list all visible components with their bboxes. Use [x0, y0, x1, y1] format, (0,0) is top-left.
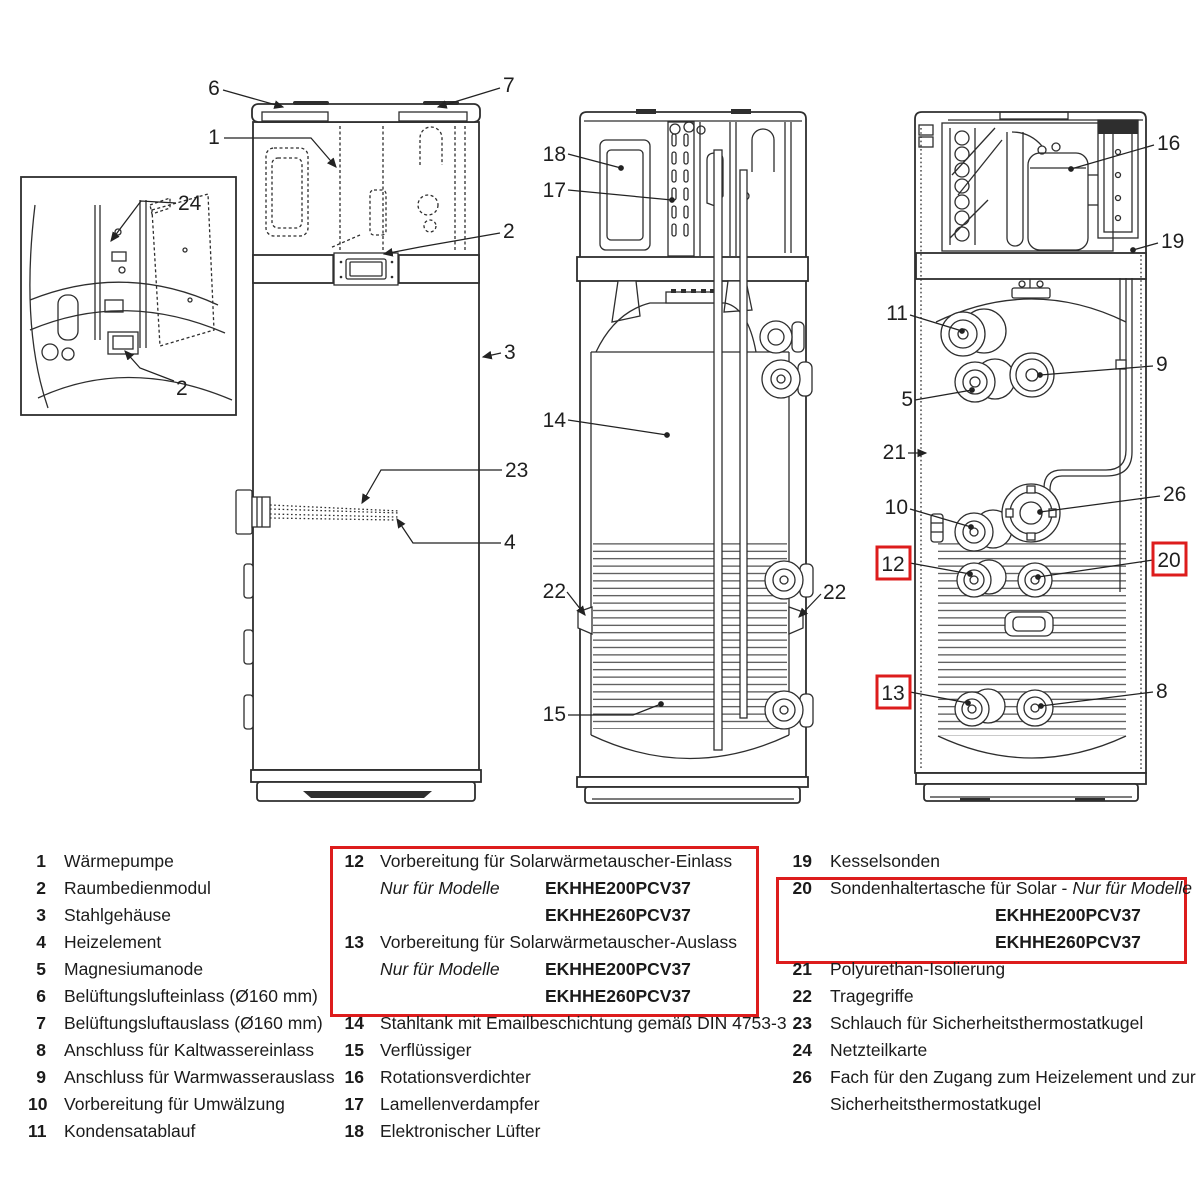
callout-22-right-label: 22	[823, 581, 847, 604]
legend-item-2	[28, 875, 335, 902]
condensate-drain-fitting	[941, 312, 985, 356]
legend-number: 8	[36, 1040, 46, 1060]
callout-21-label: 21	[882, 441, 906, 464]
inset-detail-view	[21, 177, 236, 415]
callout-8-label: 8	[1156, 680, 1168, 703]
callout-15-label: 15	[542, 703, 566, 726]
legend-item-19	[778, 848, 1196, 875]
callout-13-label: 13	[881, 682, 905, 705]
legend-item-14	[333, 1010, 787, 1037]
callout-24-label: 24	[178, 192, 202, 215]
deck	[577, 257, 808, 281]
legend-item-12-models	[333, 875, 787, 902]
legend-text: Belüftungslufteinlass (Ø160 mm)	[64, 986, 318, 1006]
legend-number: 5	[36, 959, 46, 979]
legend-number: 6	[36, 986, 46, 1006]
element-flange	[236, 490, 252, 534]
legend-number: 21	[792, 959, 812, 979]
legend-text: Sicherheitsthermostatkugel	[830, 1094, 1042, 1114]
legend-item-22	[778, 983, 1196, 1010]
legend-item-21	[778, 956, 1196, 983]
legend-text: Elektronischer Lüfter	[380, 1121, 541, 1141]
legend-number: 24	[792, 1040, 812, 1060]
callout-23-label: 23	[505, 459, 529, 482]
legend-number: 4	[36, 932, 46, 952]
base-vent	[303, 791, 432, 798]
legend-column-3	[778, 848, 1196, 1118]
legend-text: Polyurethan-Isolierung	[830, 959, 1006, 979]
legend-number: 22	[792, 986, 812, 1006]
legend-item-1	[28, 848, 335, 875]
room-control-module	[334, 253, 398, 285]
condenser-coil	[593, 543, 787, 729]
legend-number: 16	[344, 1067, 364, 1087]
legend-item-12	[333, 848, 787, 875]
legend-number: 26	[792, 1067, 812, 1087]
callout-16-label: 16	[1157, 132, 1181, 155]
legend-item-6	[28, 983, 335, 1010]
tank-top-plate	[666, 292, 718, 303]
legend-item-5	[28, 956, 335, 983]
cold-water-inlet	[1017, 690, 1053, 726]
legend-item-4	[28, 929, 335, 956]
legend-text: Raumbedienmodul	[64, 878, 211, 898]
legend-text: Tragegriffe	[830, 986, 914, 1006]
legend-item-20	[778, 875, 1196, 902]
legend-number: 12	[344, 851, 364, 871]
legend-item-12-models	[333, 902, 787, 929]
base-ledge	[251, 770, 481, 782]
legend-number: 9	[36, 1067, 46, 1087]
pipe-long	[714, 150, 722, 750]
legend-text: Heizelement	[64, 932, 162, 952]
callout-4-label: 4	[504, 531, 516, 554]
base-tray	[585, 787, 800, 803]
legend-text: Schlauch für Sicherheitsthermostatkugel	[830, 1013, 1144, 1033]
callout-22-left-label: 22	[542, 580, 566, 603]
legend-text: Vorbereitung für Solarwärmetauscher-Auslass	[380, 932, 737, 952]
legend-text: Stahlgehäuse	[64, 905, 172, 925]
note-only-for-models: Nur für Modelle	[1072, 878, 1193, 898]
callout-9-label: 9	[1156, 353, 1168, 376]
legend-item-18	[333, 1118, 787, 1145]
callout-12-label: 12	[881, 553, 905, 576]
tank-cap	[1012, 288, 1050, 298]
model-name: EKHHE260PCV37	[545, 905, 691, 925]
inset-frame	[21, 177, 236, 415]
legend-text: Stahltank mit Emailbeschichtung gemäß DIN 4753-3	[380, 1013, 787, 1033]
legend-text: Sondenhaltertasche für Solar -	[830, 878, 1068, 898]
legend-text: Anschluss für Kaltwassereinlass	[64, 1040, 314, 1060]
legend-number: 3	[36, 905, 46, 925]
legend-number: 1	[36, 851, 46, 871]
base-tray	[924, 784, 1138, 801]
legend-text: Lamellenverdampfer	[380, 1094, 540, 1114]
note-only-for-models: Nur für Modelle	[380, 878, 500, 898]
model-name: EKHHE200PCV37	[545, 878, 691, 898]
legend-item-24	[778, 1037, 1196, 1064]
legend-item-17	[333, 1091, 787, 1118]
cabinet-body	[253, 122, 479, 770]
callout-7-label: 7	[503, 74, 515, 97]
model-name: EKHHE200PCV37	[545, 959, 691, 979]
legend-number: 18	[344, 1121, 364, 1141]
legend-text: Netzteilkarte	[830, 1040, 928, 1060]
legend-text: Anschluss für Warmwasserauslass	[64, 1067, 335, 1087]
model-name: EKHHE260PCV37	[545, 986, 691, 1006]
recirculation-fitting	[955, 513, 993, 551]
legend-number: 19	[792, 851, 812, 871]
legend-text: Verflüssiger	[380, 1040, 472, 1060]
legend-item-3	[28, 902, 335, 929]
view-front	[236, 101, 481, 801]
legend-number: 7	[36, 1013, 46, 1033]
legend-item-16	[333, 1064, 787, 1091]
callout-2-inset-label: 2	[176, 377, 188, 400]
callout-11-label: 11	[886, 302, 908, 325]
callout-20-label: 20	[1157, 549, 1181, 572]
model-name: EKHHE200PCV37	[995, 905, 1141, 925]
legend-item-26-line2	[778, 1091, 1196, 1118]
top-cap	[252, 104, 480, 122]
legend-item-10	[28, 1091, 335, 1118]
shell-rim-2	[30, 311, 225, 333]
legend-number: 14	[344, 1013, 364, 1033]
legend-item-20-models	[778, 929, 1196, 956]
legend-text: Fach für den Zugang zum Heizelement und zur	[830, 1067, 1196, 1087]
base-ledge	[916, 773, 1146, 784]
legend-item-7	[28, 1010, 335, 1037]
legend-number: 11	[28, 1121, 47, 1141]
legend-text: Belüftungsluftauslass (Ø160 mm)	[64, 1013, 323, 1033]
callout-14-label: 14	[542, 409, 566, 432]
legend-number: 13	[344, 932, 364, 952]
note-only-for-models: Nur für Modelle	[380, 959, 500, 979]
callout-5-label: 5	[901, 388, 913, 411]
callout-3-label: 3	[504, 341, 516, 364]
legend-item-9	[28, 1064, 335, 1091]
callout-2-label: 2	[503, 220, 515, 243]
handle-recess	[1005, 612, 1053, 636]
legend-text: Kesselsonden	[830, 851, 940, 871]
solar-outlet-fitting	[955, 692, 989, 726]
callout-26-label: 26	[1163, 483, 1187, 506]
legend-number: 10	[28, 1094, 48, 1114]
legend-number: 20	[792, 878, 812, 898]
view-middle-open	[577, 109, 813, 803]
legend-number: 17	[344, 1094, 364, 1114]
shell-left-edge	[30, 205, 48, 408]
solar-inlet-fitting	[957, 563, 991, 597]
legend-item-11	[28, 1118, 335, 1145]
callout-6-label: 6	[208, 77, 220, 100]
deck	[916, 253, 1146, 279]
legend-item-13-models	[333, 956, 787, 983]
legend-item-15	[333, 1037, 787, 1064]
legend-column-1	[28, 848, 335, 1145]
legend-item-8	[28, 1037, 335, 1064]
callout-17-label: 17	[542, 179, 566, 202]
model-name: EKHHE260PCV37	[995, 932, 1141, 952]
legend-text: Vorbereitung für Solarwärmetauscher-Einlass	[380, 851, 733, 871]
callout-19-label: 19	[1161, 230, 1185, 253]
legend-text: Vorbereitung für Umwälzung	[64, 1094, 285, 1114]
legend-item-20-models	[778, 902, 1196, 929]
callout-10-label: 10	[884, 496, 908, 519]
legend-number: 2	[36, 878, 46, 898]
base-ledge	[577, 777, 808, 787]
callout-1-label: 1	[208, 126, 220, 149]
legend-text: Kondensatablauf	[64, 1121, 196, 1141]
legend-text: Magnesiumanode	[64, 959, 204, 979]
anode-fitting	[955, 362, 995, 402]
shell-rim-3	[38, 377, 232, 400]
legend-item-23	[778, 1010, 1196, 1037]
legend-item-13-models	[333, 983, 787, 1010]
legend-item-13	[333, 929, 787, 956]
legend-column-2	[333, 848, 787, 1145]
solar-probe-pocket	[1018, 563, 1052, 597]
legend-number: 15	[344, 1040, 364, 1060]
legend-text: Rotationsverdichter	[380, 1067, 531, 1087]
legend-text: Wärmepumpe	[64, 851, 174, 871]
legend-number: 23	[792, 1013, 812, 1033]
callout-18-label: 18	[542, 143, 566, 166]
pipe-long-2	[740, 170, 747, 718]
legend-item-26	[778, 1064, 1196, 1091]
power-board	[152, 194, 214, 346]
